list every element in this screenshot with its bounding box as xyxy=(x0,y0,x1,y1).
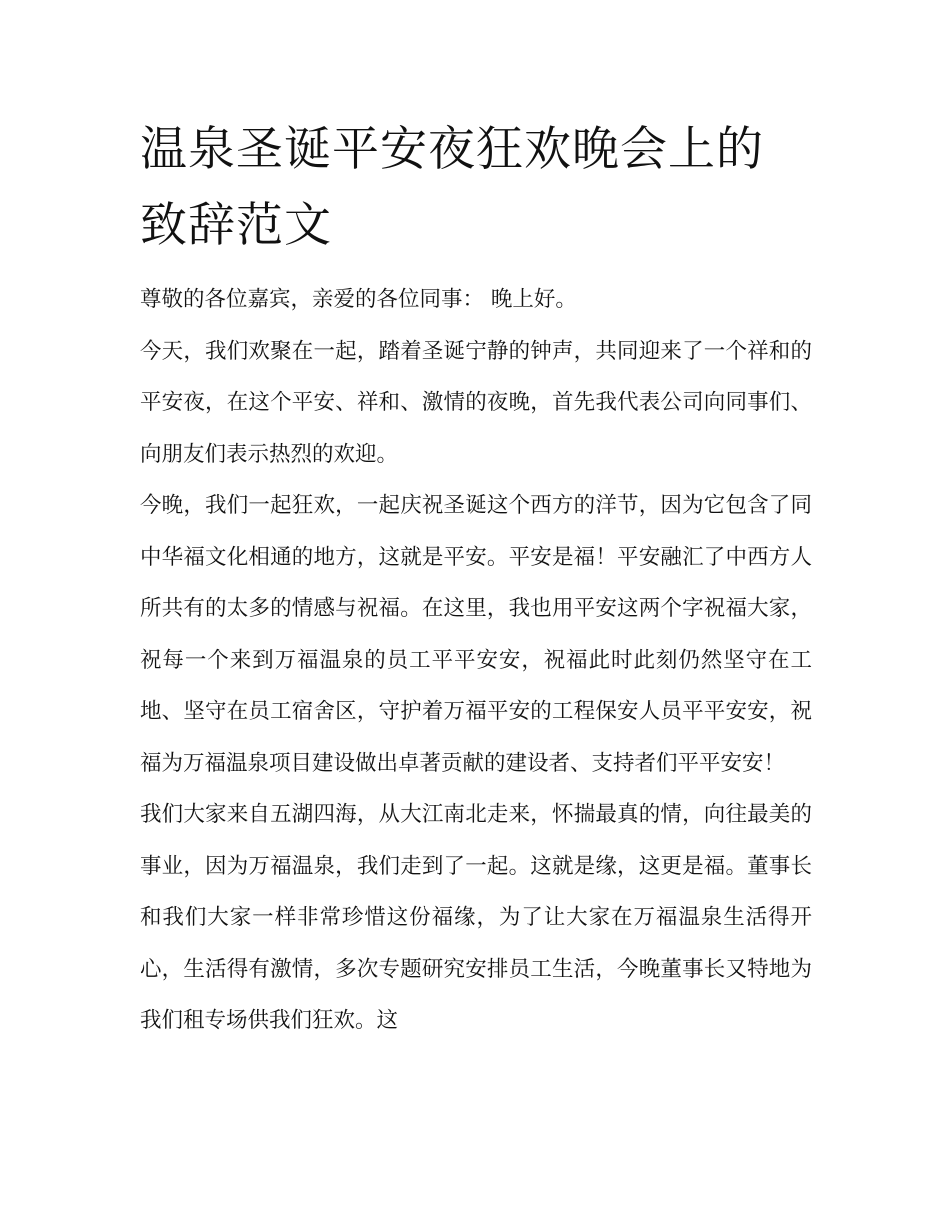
paragraph-fate-and-fortune: 我们大家来自五湖四海，从大江南北走来，怀揣最真的情，向往最美的事业，因为万福温泉，我们走到了一起。这就是缘，这更是福。董事长和我们大家一样非常珍惜这份福缘，为了让大家在万福温泉生活得开心，生活得有激情，多次专题研究安排员工生活，今晚董事长又特地为我们租专场供我们狂欢。这 xyxy=(140,802,812,1033)
paragraph-peace-blessing: 今晚，我们一起狂欢，一起庆祝圣诞这个西方的洋节，因为它包含了同中华福文化相通的地方，这就是平安。平安是福！平安融汇了中西方人所共有的太多的情感与祝福。在这里，我也用平安这两个字祝福大家，祝每一个来到万福温泉的员工平平安安，祝福此时此刻仍然坚守在工地、坚守在员工宿舍区，守护着万福平安的工程保安人员平平安安，祝福为万福温泉项目建设做出卓著贡献的建设者、支持者们平平安安！ xyxy=(140,493,812,776)
paragraph-greeting: 尊敬的各位嘉宾，亲爱的各位同事： 晚上好。 xyxy=(140,287,577,312)
document-title: 温泉圣诞平安夜狂欢晚会上的致辞范文 xyxy=(140,122,764,253)
paragraph-welcome: 今天，我们欢聚在一起，踏着圣诞宁静的钟声，共同迎来了一个祥和的平安夜，在这个平安、祥和、激情的夜晚，首先我代表公司向同事们、向朋友们表示热烈的欢迎。 xyxy=(140,338,812,467)
document-body xyxy=(140,112,812,1047)
